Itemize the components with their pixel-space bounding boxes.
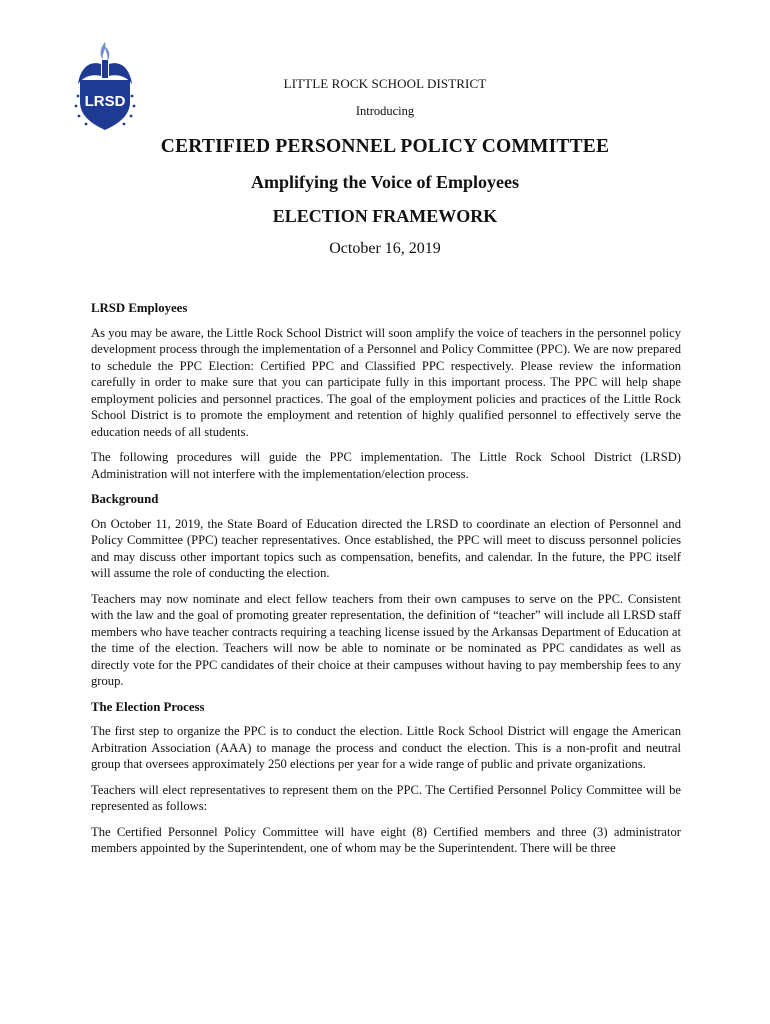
document-title: CERTIFIED PERSONNEL POLICY COMMITTEE	[160, 136, 610, 157]
intro-text: Introducing	[355, 104, 415, 118]
section-background	[91, 491, 681, 690]
document-date: October 16, 2019	[329, 240, 441, 257]
section-lrsd-employees	[91, 300, 681, 482]
paragraph: On October 11, 2019, the State Board of Education directed the LRSD to coordinate an election of Personnel and Policy Committee (PPC) teacher representatives. Once established, the PPC will meet to discuss personnel policies and may discuss other important topics such as compensation, benefits, and calendar. In the future, the PPC itself will assume the role of conducting the election.	[91, 516, 681, 580]
logo-text: LRSD	[84, 93, 126, 110]
paragraph: The first step to organize the PPC is to conduct the election. Little Rock School District will engage the American Arbitration Association (AAA) to manage the process and conduct the election. This is a non-profit and neutral group that oversees approximately 250 elections per year for a wide range of public and private organizations.	[91, 724, 681, 771]
section-election-process	[91, 699, 681, 857]
paragraph: The Certified Personnel Policy Committee will have eight (8) Certified members and three (3) administrator members appointed by the Superintendent, one of whom may be the Superintendent. There will be three	[91, 824, 681, 855]
section-heading: The Election Process	[91, 699, 205, 714]
torch-flame-icon	[101, 42, 110, 61]
district-name: LITTLE ROCK SCHOOL DISTRICT	[283, 76, 487, 91]
paragraph: Teachers will elect representatives to represent them on the PPC. The Certified Personnel Policy Committee will be represented as follows:	[91, 782, 681, 813]
framework-heading: ELECTION FRAMEWORK	[272, 206, 498, 226]
document-subtitle: Amplifying the Voice of Employees	[251, 172, 519, 192]
section-heading: Background	[91, 492, 159, 506]
paragraph: The following procedures will guide the PPC implementation. The Little Rock School District (LRSD) Administration will not interfere with the implementation/election process.	[91, 450, 681, 481]
section-heading: LRSD Employees	[91, 301, 188, 315]
paragraph: As you may be aware, the Little Rock School District will soon amplify the voice of teachers in the personnel policy development process through the implementation of a Personnel and Policy Committee (PPC). We are now prepared to schedule the PPC Election: Certified PPC and Classified PPC respectively. Please review the information carefully in order to make sure that you can participate fully in this important process. The PPC will help shape employment policies and personnel practices. The goal of the employment policies and practices of the Little Rock School District is to promote the employment and retention of highly qualified personnel to effectively serve the education needs of all students.	[91, 325, 681, 439]
paragraph: Teachers may now nominate and elect fellow teachers from their own campuses to serve on the PPC. Consistent with the law and the goal of promoting greater representation, the definition of “teacher” will include all LRSD staff members who have teacher contracts requiring a teaching license issued by the Arkansas Department of Education at the time of the election. Teachers will now be able to nominate or be nominated as PPC candidates as well as directly vote for the PPC candidates of their choice at their campuses without having to pay membership fees to any group.	[91, 591, 681, 688]
document-body	[91, 300, 681, 866]
